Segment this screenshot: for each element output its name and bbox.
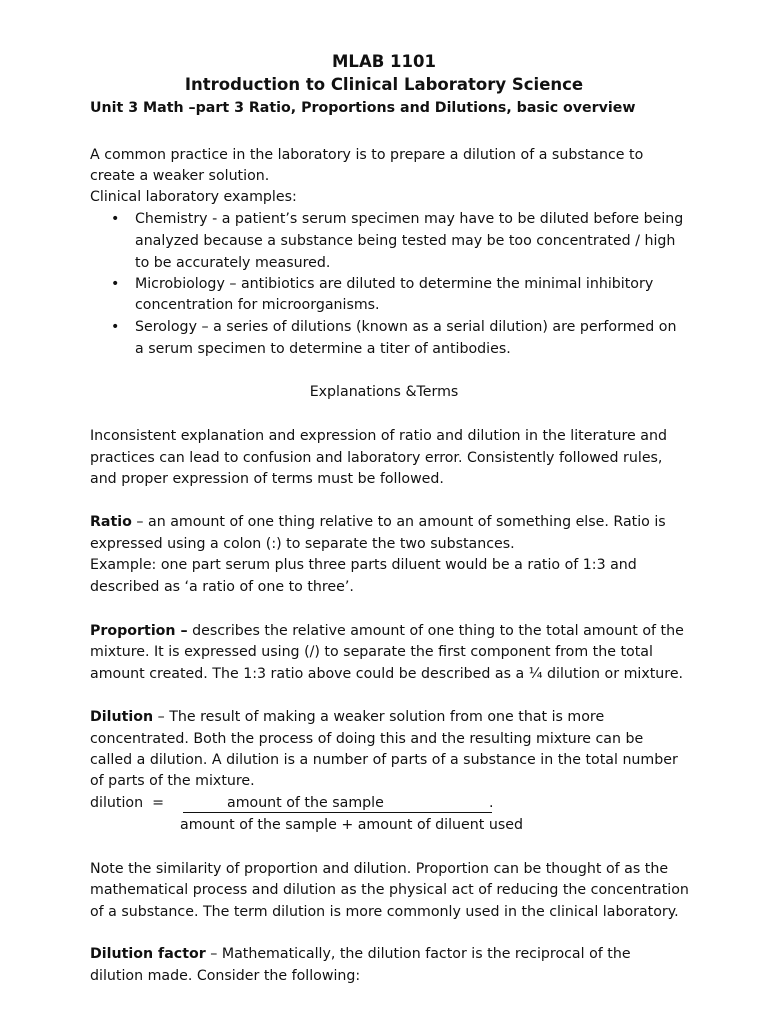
fraction-bar bbox=[183, 812, 492, 813]
dilution-factor-line-1-text: – Mathematically, the dilution factor is the reciprocal of the bbox=[205, 946, 631, 962]
proportion-line-2: mixture. It is expressed using (/) to separate the first component from the total bbox=[90, 644, 653, 660]
note-line-3: of a substance. The term dilution is more commonly used in the clinical laboratory. bbox=[90, 904, 679, 920]
intro-line-2: create a weaker solution. bbox=[90, 168, 270, 184]
section-heading: Explanations &Terms bbox=[309, 384, 459, 400]
consistency-line-2: practices can lead to confusion and laboratory error. Consistently followed rules, bbox=[90, 450, 663, 466]
intro-line-3: Clinical laboratory examples: bbox=[90, 189, 297, 205]
course-title: Introduction to Clinical Laboratory Science bbox=[184, 75, 584, 94]
formula-numerator-period: . bbox=[489, 795, 494, 811]
bullet-1-line-1: Chemistry - a patient’s serum specimen may have to be diluted before being bbox=[135, 211, 684, 227]
unit-title: Unit 3 Math –part 3 Ratio, Proportions and Dilutions, basic overview bbox=[90, 100, 636, 116]
ratio-paragraph-line-1 bbox=[90, 514, 666, 530]
course-code: MLAB 1101 bbox=[332, 52, 436, 71]
bullet-3-line-2: a serum specimen to determine a titer of antibodies. bbox=[135, 341, 511, 357]
proportion-line-1-text: describes the relative amount of one thing to the total amount of the bbox=[187, 623, 684, 639]
dilution-line-3: called a dilution. A dilution is a number of parts of a substance in the total number bbox=[90, 752, 678, 768]
ratio-term: Ratio bbox=[90, 514, 132, 530]
bullet-icon: • bbox=[111, 211, 120, 227]
dilution-factor-term: Dilution factor bbox=[90, 946, 206, 962]
dilution-factor-line-2: dilution made. Consider the following: bbox=[90, 968, 361, 984]
dilution-line-2: concentrated. Both the process of doing this and the resulting mixture can be bbox=[90, 731, 644, 747]
proportion-paragraph-line-3 bbox=[90, 666, 683, 682]
bullet-icon: • bbox=[111, 276, 120, 292]
note-line-2: mathematical process and dilution as the physical act of reducing the concentration bbox=[90, 882, 689, 898]
bullet-2-line-2: concentration for microorganisms. bbox=[135, 297, 380, 313]
bullet-2-line-1: Microbiology – antibiotics are diluted to determine the minimal inhibitory bbox=[135, 276, 654, 292]
proportion-paragraph-line-1 bbox=[90, 623, 684, 639]
ratio-line-4: described as ‘a ratio of one to three’. bbox=[90, 579, 354, 595]
bullet-1-line-2: analyzed because a substance being tested may be too concentrated / high bbox=[135, 233, 676, 249]
formula-numerator: amount of the sample bbox=[227, 795, 384, 811]
dilution-line-4: of parts of the mixture. bbox=[90, 773, 255, 789]
consistency-line-3: and proper expression of terms must be followed. bbox=[90, 471, 444, 487]
formula-denominator: amount of the sample + amount of diluent used bbox=[180, 817, 523, 833]
bullet-1-line-3: to be accurately measured. bbox=[135, 255, 331, 271]
formula-label: dilution = bbox=[90, 795, 164, 811]
ratio-line-2: expressed using a colon (:) to separate the two substances. bbox=[90, 536, 515, 552]
intro-line-1: A common practice in the laboratory is to prepare a dilution of a substance to bbox=[90, 147, 644, 163]
note-line-1: Note the similarity of proportion and dilution. Proportion can be thought of as the bbox=[90, 861, 669, 877]
dilution-line-1-text: – The result of making a weaker solution from one that is more bbox=[153, 709, 605, 725]
dilution-factor-paragraph-line-1 bbox=[90, 946, 631, 962]
ratio-line-3: Example: one part serum plus three parts diluent would be a ratio of 1:3 and bbox=[90, 557, 637, 573]
bullet-icon: • bbox=[111, 319, 120, 335]
proportion-line-3-start: amount created. The 1:3 ratio above could be described as a bbox=[90, 666, 529, 682]
ratio-line-1-text: – an amount of one thing relative to an amount of something else. Ratio is bbox=[131, 514, 666, 530]
consistency-line-1: Inconsistent explanation and expression of ratio and dilution in the literature and bbox=[90, 428, 667, 444]
dilution-term: Dilution bbox=[90, 709, 154, 725]
dilution-paragraph-line-1 bbox=[90, 709, 604, 725]
proportion-line-3-end: dilution or mixture. bbox=[542, 666, 684, 682]
proportion-term: Proportion – bbox=[90, 623, 188, 639]
bullet-3-line-1: Serology – a series of dilutions (known as a serial dilution) are performed on bbox=[135, 319, 677, 335]
quarter-fraction: ¼ bbox=[528, 666, 543, 682]
